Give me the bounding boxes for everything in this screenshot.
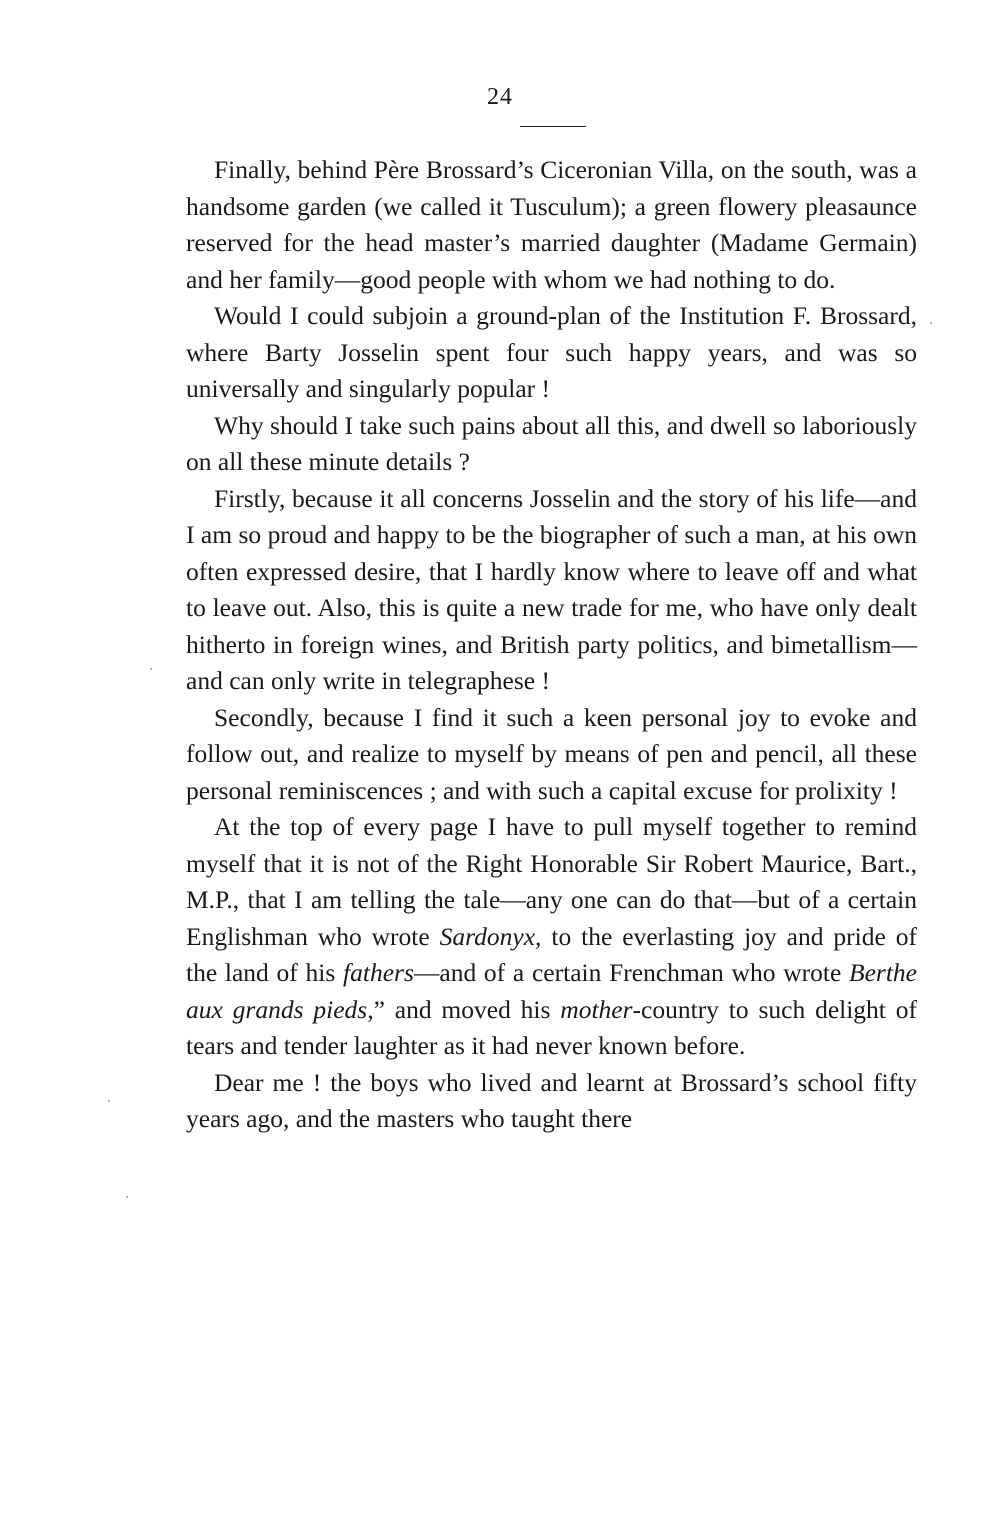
italic-title-text: Berthe aux grands pieds, — [186, 958, 917, 1024]
scan-speck — [108, 1100, 110, 1102]
paragraph-text: Finally, behind Père Brossard’s Ciceronian Villa, on the south, was a handsome garden (we called it Tusculum); a green flowery pleasaunce reserved for the head master’s married daughter (Madame Germain) and her family—good people with whom we had nothing to do. — [186, 155, 917, 294]
paragraph-top-of-page — [186, 809, 917, 1065]
page-number: 24 — [487, 84, 513, 110]
scan-speck — [126, 1196, 128, 1198]
paragraph-text: Would I could subjoin a ground-plan of the Institution F. Brossard, where Barty Josselin spent four such happy years, and was so universally and singularly popular ! — [186, 301, 917, 403]
paragraph-dear-me — [186, 1065, 917, 1138]
paragraph-ground-plan — [186, 298, 917, 408]
paragraph-text: —and of a certain Frenchman who wrote — [413, 958, 850, 987]
italic-title-text: Sardonyx, — [439, 921, 542, 951]
paragraph-text: Why should I take such pains about all this, and dwell so laboriously on all these minute details ? — [186, 410, 917, 476]
paragraph-text: ” and moved his — [373, 994, 561, 1024]
paragraph-secondly — [186, 700, 917, 810]
paragraph-text: to the everlasting joy and pride of the land of his — [186, 921, 917, 987]
paragraph-why — [186, 408, 917, 481]
body-text — [186, 152, 917, 1138]
paragraph-text: -country to such delight of tears and tender laughter as it had never known before. — [186, 994, 917, 1060]
header-rule — [520, 126, 586, 127]
scan-speck — [930, 322, 932, 324]
paragraph-tusculum — [186, 152, 917, 298]
paragraph-text: At the top of every page I have to pull myself together to remind myself that it is not of the Right Honorable Sir Robert Maurice, Bart., M.P., that I am telling the tale—any one can do that—but of a certain Englishman who wrote — [186, 812, 917, 951]
italic-title-text: mother — [560, 994, 633, 1024]
paragraph-firstly — [186, 481, 917, 700]
italic-title-text: fathers — [343, 958, 414, 987]
paragraph-text: Dear me ! the boys who lived and learnt at Brossard’s school fifty years ago, and the masters who taught there — [186, 1067, 917, 1133]
paragraph-text: Firstly, because it all concerns Josselin and the story of his life—and I am so proud and happy to be the biographer of such a man, at his own often expressed desire, that I hardly know where to leave off and what to leave out. Also, this is quite a new trade for me, who have only dealt hitherto in foreign wines, and British party politics, and bimetallism—and can only write in telegraphese ! — [186, 483, 917, 695]
paragraph-text: Secondly, because I find it such a keen personal joy to evoke and follow out, and realize to myself by means of pen and pencil, all these personal reminiscences ; and with such a capital excuse for prolixity ! — [186, 702, 917, 805]
scan-speck — [150, 668, 152, 670]
